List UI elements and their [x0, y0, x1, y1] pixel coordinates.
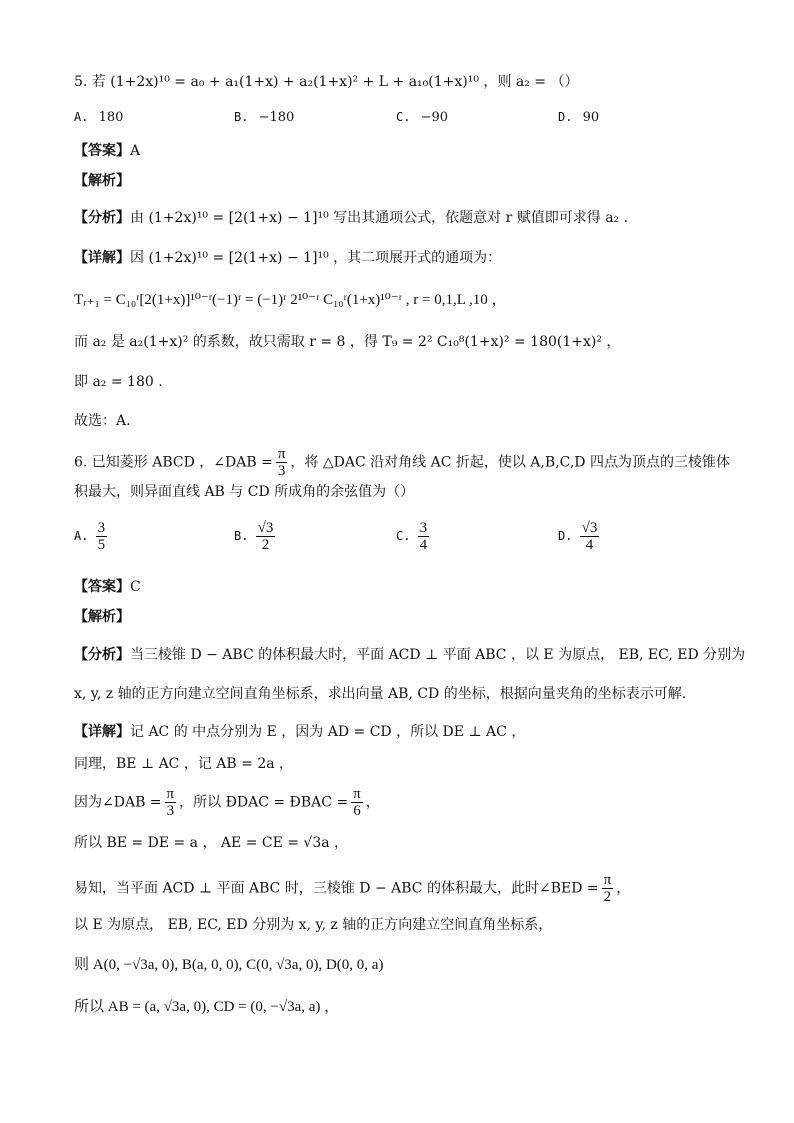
- q6-analysis-tag: [74, 607, 754, 627]
- q5-answer: [74, 141, 754, 161]
- q5-option-c: [396, 110, 448, 125]
- q5-fenxi: [74, 208, 754, 228]
- xiangjie-text: 因 (1+2x)¹⁰ = [2(1+x) − 1]¹⁰ ，其二项展开式的通项为：: [130, 250, 502, 266]
- q5-analysis-tag: [74, 171, 754, 191]
- xiangjie-text: 记 AC 的 中点分别为 E ，因为 AD = CD ，所以 DE ⊥ AC ，: [130, 724, 526, 740]
- answer-value: A: [130, 143, 141, 159]
- q6-option-c: [396, 520, 432, 553]
- answer-tag: 【答案】: [74, 579, 130, 595]
- fenxi-text: 当三棱锥 D − ABC 的体积最大时，平面 ACD ⊥ 平面 ABC ，以 E 为原点， EB, EC, ED 分别为: [130, 647, 746, 663]
- option-fraction: [96, 520, 108, 553]
- fraction-denominator: 3: [277, 463, 286, 479]
- detail-text: 因为∠DAB =: [74, 794, 162, 811]
- q6-detail-line3: [74, 786, 754, 819]
- option-letter: C.: [396, 110, 411, 124]
- fraction-numerator: π: [603, 872, 612, 888]
- fraction-numerator: 3: [419, 520, 428, 536]
- fraction-denominator: 4: [419, 537, 428, 553]
- xiangjie-tag: 【详解】: [74, 250, 130, 266]
- q6-detail-line8: 所以 AB = (a, √3a, 0), CD = (0, −√3a, a) ，: [74, 999, 340, 1015]
- fraction-denominator: 3: [166, 803, 175, 819]
- option-letter: B.: [234, 110, 249, 124]
- option-letter: B.: [234, 529, 249, 543]
- q6-stem-fraction: [276, 446, 288, 479]
- option-fraction: [580, 520, 600, 553]
- q5-stem: 5. 若 (1+2x)¹⁰ = a₀ + a₁(1+x) + a₂(1+x)² + L + a₁₀(1+x)¹⁰ ，则 a₂ = （）: [74, 74, 579, 90]
- detail-fraction: [602, 872, 614, 905]
- q5-result-line: 即 a₂ = 180 .: [74, 374, 163, 390]
- detail-text: ，: [616, 880, 631, 897]
- q5-option-a: [74, 110, 123, 125]
- q6-stem-line1: [74, 446, 754, 479]
- q6-option-d: [558, 520, 602, 553]
- q6-detail-line7: 则 A(0, −√3a, 0), B(a, 0, 0), C(0, √3a, 0), D(0, 0, a): [74, 957, 384, 973]
- q6-stem-part1: 6. 已知菱形 ABCD ，∠DAB =: [74, 454, 273, 471]
- detail-text: 易知，当平面 ACD ⊥ 平面 ABC 时，三棱锥 D − ABC 的体积最大，此时∠BED =: [74, 880, 599, 897]
- analysis-tag: 【解析】: [74, 609, 130, 625]
- q6-detail-line6: 以 E 为原点， EB, EC, ED 分别为 x, y, z 轴的正方向建立空间直角坐标系，: [74, 917, 553, 933]
- fraction-denominator: 5: [97, 537, 106, 553]
- option-value: −180: [258, 110, 295, 125]
- answer-value: C: [130, 579, 141, 595]
- fraction-numerator: π: [277, 446, 286, 462]
- answer-tag: 【答案】: [74, 143, 130, 159]
- q6-fenxi-line1: [74, 645, 754, 665]
- detail-text: ，所以 ÐDAC = ÐBAC =: [179, 794, 349, 811]
- fenxi-tag: 【分析】: [74, 647, 130, 663]
- q5-choose: 故选：A.: [74, 413, 131, 429]
- fraction-denominator: 4: [585, 537, 594, 553]
- fraction-numerator: π: [166, 786, 175, 802]
- q5-xiangjie: [74, 248, 754, 268]
- q6-stem-part2: ，将 △DAC 沿对角线 AC 折起，使以 A,B,C,D 四点为顶点的三棱锥体: [290, 454, 730, 471]
- fenxi-tag: 【分析】: [74, 210, 130, 226]
- option-letter: D.: [558, 529, 573, 543]
- q6-option-b: [234, 520, 278, 553]
- fraction-numerator: 3: [97, 520, 106, 536]
- option-letter: C.: [396, 529, 411, 543]
- option-letter: A.: [74, 529, 89, 543]
- detail-fraction: [165, 786, 177, 819]
- fraction-numerator: π: [353, 786, 361, 802]
- q5-option-b: [234, 110, 294, 125]
- q6-stem-line2: 积最大，则异面直线 AB 与 CD 所成角的余弦值为（）: [74, 484, 415, 500]
- q6-detail-line5: [74, 872, 754, 905]
- option-value: −90: [420, 110, 449, 125]
- fenxi-text: 由 (1+2x)¹⁰ = [2(1+x) − 1]¹⁰ 写出其通项公式，依题意对 r 赋值即可求得 a₂ .: [130, 210, 629, 226]
- q5-coef-line: 而 a₂ 是 a₂(1+x)² 的系数，故只需取 r = 8 ，得 T₉ = 2² C₁₀⁸(1+x)² = 180(1+x)² ，: [74, 334, 621, 350]
- fraction-denominator: 2: [261, 537, 270, 553]
- option-letter: D.: [558, 110, 573, 124]
- fraction-denominator: 2: [603, 889, 612, 905]
- fraction-numerator: √3: [581, 520, 598, 536]
- analysis-tag: 【解析】: [74, 173, 130, 189]
- q5-general-term: Tᵣ₊₁ = C₁₀ʳ[2(1+x)]¹⁰⁻ʳ(−1)ʳ = (−1)ʳ 2¹⁰⁻ʳ C₁₀ʳ(1+x)¹⁰⁻ʳ , r = 0,1,L ,10 ，: [74, 292, 507, 308]
- q5-option-d: [558, 110, 599, 125]
- option-value: 90: [582, 110, 600, 125]
- q6-answer: [74, 577, 754, 597]
- option-fraction: [418, 520, 430, 553]
- q6-detail-line4: 所以 BE = DE = a ， AE = CE = √3a ，: [74, 835, 349, 851]
- xiangjie-tag: 【详解】: [74, 724, 130, 740]
- detail-text: ，: [365, 794, 380, 811]
- option-value: 180: [98, 110, 124, 125]
- q6-xiangjie-line1: [74, 722, 754, 742]
- fraction-denominator: 6: [353, 803, 361, 819]
- option-letter: A.: [74, 110, 89, 124]
- q6-option-a: [74, 520, 110, 553]
- option-fraction: [256, 520, 276, 553]
- q6-fenxi-line2: x, y, z 轴的正方向建立空间直角坐标系，求出向量 AB, CD 的坐标，根据向量夹角的坐标表示可解.: [74, 686, 687, 702]
- q6-detail-line2: 同理，BE ⊥ AC ，记 AB = 2a ，: [74, 756, 294, 772]
- detail-fraction: [351, 786, 363, 819]
- fraction-numerator: √3: [257, 520, 274, 536]
